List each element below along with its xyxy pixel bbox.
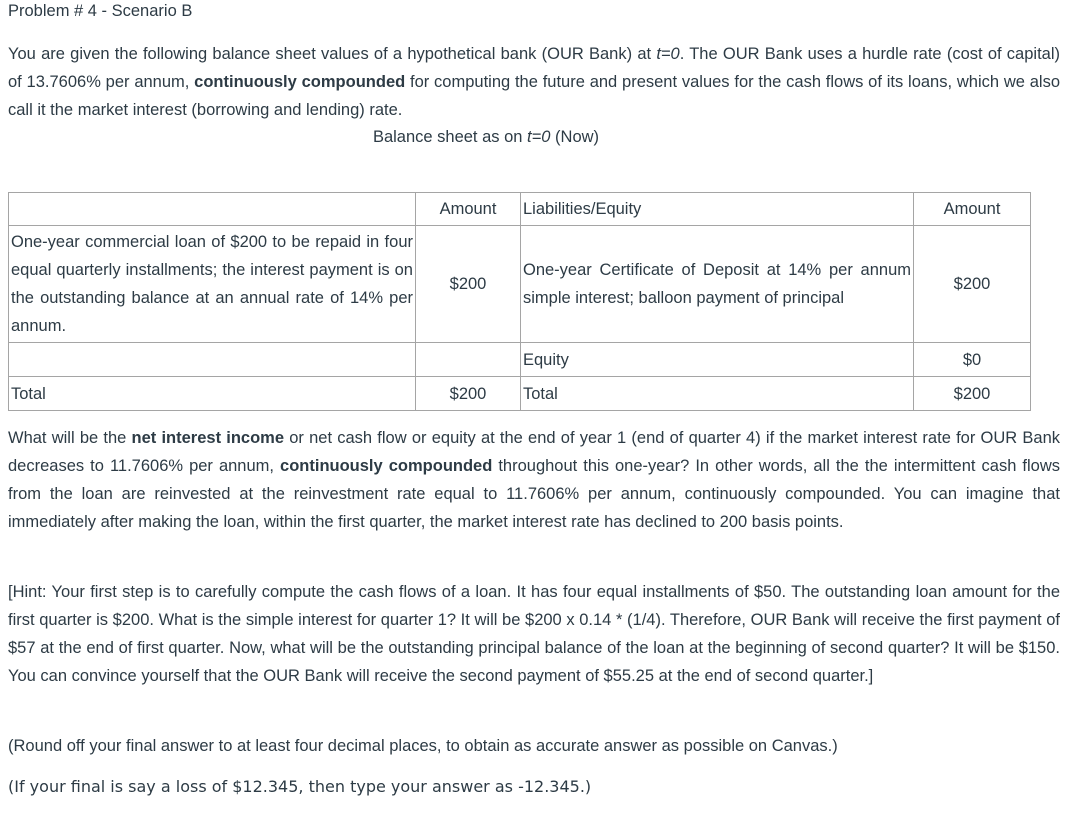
asset-cell: One-year commercial loan of $200 to be repaid in four equal quarterly installments; the interest payment is on the outstanding balance at an annual rate of 14% per annum.: [9, 226, 416, 343]
table-caption: [0, 123, 972, 151]
intro-paragraph: [8, 40, 1060, 124]
header-assets: [9, 193, 416, 226]
liability-amount-cell: $200: [914, 226, 1031, 343]
question-bold-1: net interest income: [131, 429, 285, 447]
question-text-3: throughout this one-year? In other words, all the the intermittent cash flows from the loan are reinvested at the reinvestment rate equal to 11.7606% per annum, continuously compounded. You can imagine that immediately after making the loan, within the first quarter, the market interest rate has declined to 200 basis points.: [8, 457, 1060, 531]
header-amount-assets: Amount: [416, 193, 521, 226]
question-bold-2: continuously compounded: [280, 457, 493, 475]
asset-total-amount: $200: [416, 377, 521, 411]
intro-text-3: for computing the future and present values for the cash flows of its loans, which we also call it the market interest (borrowing and lending) rate.: [8, 73, 1061, 119]
caption-suffix: (Now): [550, 128, 600, 146]
question-paragraph: [8, 424, 1060, 536]
liability-total-amount: $200: [914, 377, 1031, 411]
liability-cell: One-year Certificate of Deposit at 14% per annum simple interest; balloon payment of principal: [521, 226, 914, 343]
asset-total-label: Total: [9, 377, 416, 411]
asset-amount-cell: $200: [416, 226, 521, 343]
intro-text-1: You are given the following balance sheet values of a hypothetical bank (OUR Bank) at: [8, 45, 657, 63]
table-row: [9, 377, 1031, 411]
loss-note-paragraph: [8, 773, 1060, 801]
rounding-note: (Round off your final answer to at least four decimal places, to obtain as accurate answer as possible on Canvas.): [8, 737, 838, 755]
hint-paragraph: [Hint: Your first step is to carefully compute the cash flows of a loan. It has four equal installments of $50. The outstanding loan amount for the first quarter is $200. What is the simple interest for quarter 1? It will be $200 x 0.14 * (1/4). Therefore, OUR Bank will receive the first payment of $57 at the end of first quarter. Now, what will be the outstanding principal balance of the loan at the beginning of second quarter? It will be $150. You can convince yourself that the OUR Bank will receive the second payment of $55.25 at the end of second quarter.]: [8, 583, 1060, 685]
table-row: [9, 343, 1031, 377]
intro-text-2: . The OUR Bank uses a hurdle rate (cost of capital) of 13.7606% per annum,: [8, 45, 1060, 91]
equity-amount-cell: $0: [914, 343, 1031, 377]
table-row: [9, 226, 1031, 343]
asset-cell: [9, 343, 416, 377]
header-amount-liabilities: Amount: [914, 193, 1031, 226]
problem-title: Problem # 4 - Scenario B: [8, 2, 193, 20]
asset-amount-cell: [416, 343, 521, 377]
question-text-1: What will be the: [8, 429, 132, 447]
question-text-2: or net cash flow or equity at the end of year 1 (end of quarter 4) if the market interest rate for OUR Bank decreases to 11.7606% per annum,: [8, 429, 1060, 475]
balance-sheet-table: [8, 192, 1031, 411]
caption-time: t=0: [527, 128, 551, 146]
liability-total-label: Total: [521, 377, 914, 411]
table-header-row: [9, 193, 1031, 226]
loss-note: (If your final is say a loss of $12.345, then type your answer as -12.345.): [8, 777, 592, 796]
header-liabilities: Liabilities/Equity: [521, 193, 914, 226]
equity-cell: Equity: [521, 343, 914, 377]
caption-prefix: Balance sheet as on: [372, 128, 528, 146]
intro-time: t=0: [656, 45, 680, 63]
intro-bold: continuously compounded: [194, 73, 406, 91]
